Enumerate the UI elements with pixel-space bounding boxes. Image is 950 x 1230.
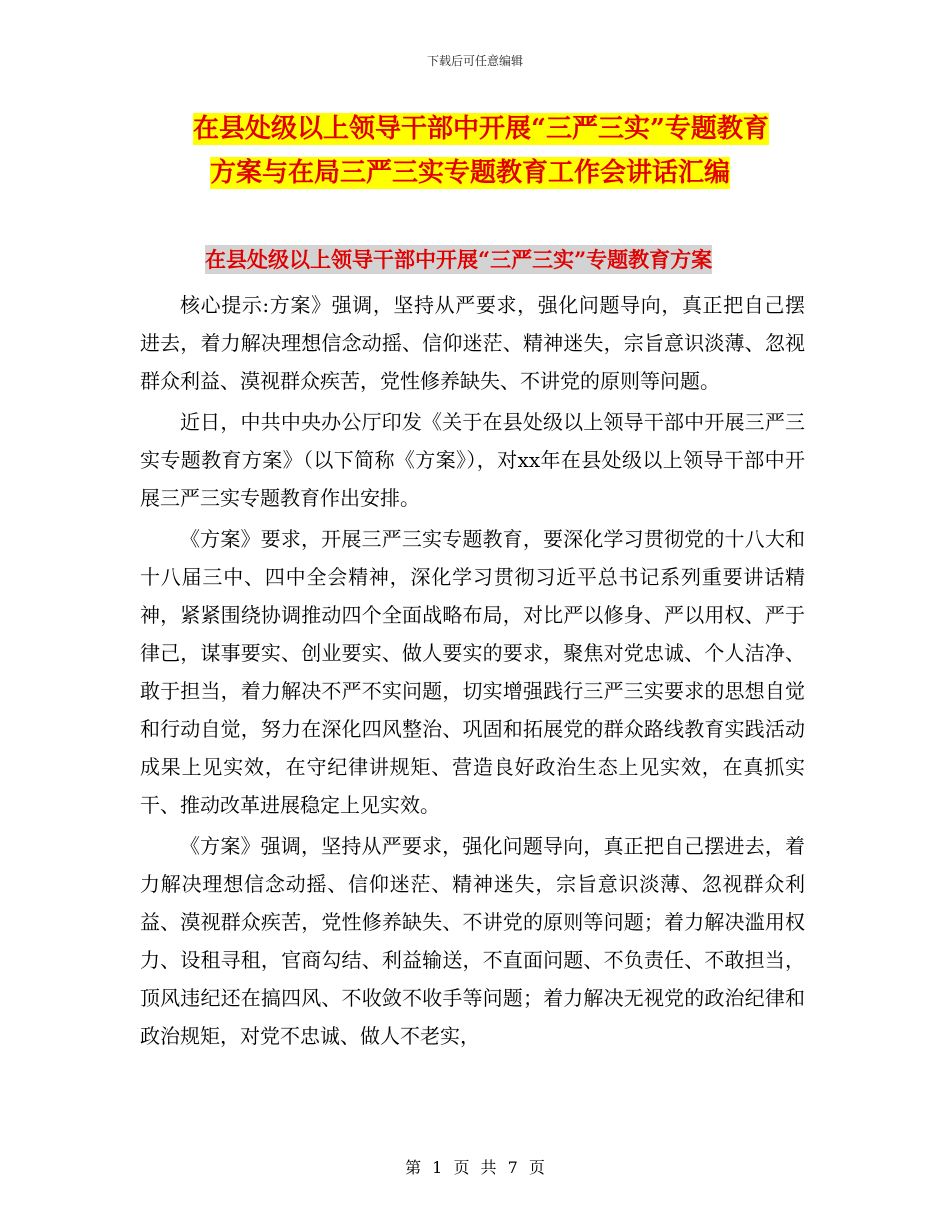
document-title-line-2 [210,157,890,189]
paragraph: 核心提示:方案》强调，坚持从严要求，强化问题导向，真正把自己摆进去，着力解决理想信念动摇、信仰迷茫、精神迷失，宗旨意识淡薄、忽视群众利益、漠视群众疾苦，党性修养缺失、不讲党的原则等问题。 [140,293,805,393]
paragraph: 《方案》强调，坚持从严要求，强化问题导向，真正把自己摆进去，着力解决理想信念动摇、信仰迷茫、精神迷失，宗旨意识淡薄、忽视群众利益、漠视群众疾苦，党性修养缺失、不讲党的原则等问题；着力解决滥用权力、设租寻租，官商勾结、利益输送，不直面问题、不负责任、不敢担当，顶风违纪还在搞四风、不收敛不收手等问题；着力解决无视党的政治纪律和政治规矩，对党不忠诚、做人不老实， [140,834,805,1048]
document-body [140,286,805,1058]
paragraph: 《方案》要求，开展三严三实专题教育，要深化学习贯彻党的十八大和十八届三中、四中全会精神，深化学习贯彻习近平总书记系列重要讲话精神，紧紧围绕协调推动四个全面战略布局，对比严以修身、严以用权、严于律己，谋事要实、创业要实、做人要实的要求，聚焦对党忠诚、个人洁净、敢于担当，着力解决不严不实问题，切实增强践行三严三实要求的思想自觉和行动自觉，努力在深化四风整治、巩固和拓展党的群众路线教育实践活动成果上见实效，在守纪律讲规矩、营造良好政治生态上见实效，在真抓实干、推动改革进展稳定上见实效。 [140,527,805,817]
page-footer: 第 1 页 共 7 页 [405,1158,545,1177]
document-title-line-1 [193,113,873,145]
section-title [205,244,712,274]
document-title-line-2-text: 方案与在局三严三实专题教育工作会讲话汇编 [210,158,731,188]
page-header: 下载后可任意编辑 [426,54,523,68]
document-title-line-1-text: 在县处级以上领导干部中开展“三严三实”专题教育 [193,114,769,144]
paragraph: 近日，中共中央办公厅印发《关于在县处级以上领导干部中开展三严三实专题教育方案》（以下简称《方案》），对xx年在县处级以上领导干部中开展三严三实专题教育作出安排。 [140,410,805,510]
section-title-text: 在县处级以上领导干部中开展“三严三实”专题教育方案 [205,247,713,272]
